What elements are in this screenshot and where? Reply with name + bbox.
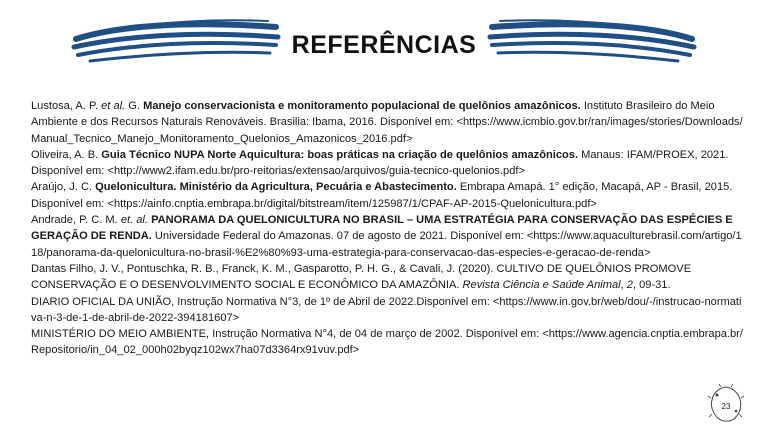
reference-authors: DIARIO OFICIAL DA UNIÃO, Instrução Normativa N°3, de 1º de Abril de 2022.Disponível em: bbox=[31, 295, 493, 308]
reference-title: Guia Técnico NUPA Norte Aquicultura: boas práticas na criação de quelônios amazônicos. bbox=[101, 148, 579, 161]
reference-url: <http://www2.ifam.edu.br/pro-reitorias/extensao/arquivos/guia-tecnico-quelonios.pdf> bbox=[107, 165, 525, 178]
reference-authors: Araújo, J. C. bbox=[31, 181, 96, 194]
reference-volume: 2 bbox=[626, 279, 633, 292]
reference-item bbox=[31, 294, 743, 327]
reference-authors: Andrade, P. C. M. bbox=[31, 214, 121, 227]
reference-url: <https://www.in.gov.br/web/dou/-/instrucao-normativa-n-3-de-1-de-abril-de-2022-394181607> bbox=[31, 295, 742, 324]
reference-url: <https://ainfo.cnptia.embrapa.br/digital/bitstream/item/125987/1/CPAF-AP-2015-Quelonicultura.pdf> bbox=[107, 197, 597, 210]
reference-url: <https://www.agencia.cnptia.embrapa.br/Repositorio/in_04_02_000h02byqz102wx7ha07d3364rx91vuv.pdf> bbox=[31, 328, 743, 357]
reference-authors: Dantas Filho, J. V., Pontuschka, R. B., Franck, K. M., Gasparotto, P. H. G., & Cavali, J. (2020). CULTIVO DE QUELÔNIOS PROMOVE CONSERVAÇÃO E O DESENVOLVIMENTO SOCIAL E ECONÔMICO DA AMAZÔNIA. bbox=[31, 262, 692, 292]
page-title: REFERÊNCIAS bbox=[291, 31, 477, 59]
reference-url: <https://www.icmbio.gov.br/ran/images/stories/Downloads/Manual_Tecnico_Manejo_Monitoramento_Quelonios_Amazonicos_2016.pdf> bbox=[31, 116, 743, 145]
reference-authors: Oliveira, A. B. bbox=[31, 148, 102, 161]
reference-etal: et al. bbox=[101, 100, 126, 112]
reference-item bbox=[31, 212, 743, 261]
reference-title: Manejo conservacionista e monitoramento populacional de quelônios amazônicos. bbox=[143, 100, 581, 112]
reference-etal: et. al. bbox=[120, 214, 148, 227]
reference-item bbox=[31, 147, 743, 180]
references-list bbox=[31, 98, 743, 359]
reference-details: Embrapa Amapá. 1° edição, Macapá, AP - Brasil, 2015. Disponível em: bbox=[31, 181, 733, 210]
reference-url: <https://www.aquaculturebrasil.com/artigo/118/panorama-da-quelonicultura-no-brasil-%E2%80%93-uma-estrategia-para-conservacao-das-especies-e-geracao-de-renda> bbox=[31, 230, 742, 259]
reference-item bbox=[31, 261, 743, 294]
reference-journal: Revista Ciência e Saúde Animal bbox=[462, 279, 621, 292]
reference-title: PANORAMA DA QUELONICULTURA NO BRASIL – UMA ESTRATÉGIA PARA CONSERVAÇÃO DAS ESPÉCIES E GERAÇÃO DE RENDA. bbox=[31, 214, 733, 243]
reference-pages: , 09-31. bbox=[632, 279, 671, 292]
reference-details: , bbox=[620, 279, 627, 292]
reference-title: Quelonicultura. Ministério da Agricultura, Pecuária e Abastecimento. bbox=[95, 181, 457, 194]
reference-authors-after: G. bbox=[125, 100, 144, 112]
reference-item bbox=[31, 326, 743, 359]
reference-details: Manaus: IFAM/PROEX, 2021. Disponível em: bbox=[31, 148, 729, 178]
reference-details: Universidade Federal do Amazonas. 07 de agosto de 2021. Disponível em: bbox=[151, 230, 527, 243]
reference-authors: MINISTÉRIO DO MEIO AMBIENTE, Instrução Normativa N°4, de 04 de março de 2002. Disponível em: bbox=[31, 328, 543, 341]
reference-details: Instituto Brasileiro do Meio Ambiente e dos Recursos Naturais Renováveis. Brasilia: Ibama, 2016. Disponível em: bbox=[31, 100, 715, 129]
reference-item bbox=[31, 98, 743, 147]
page-number: 23 bbox=[721, 402, 731, 411]
reference-authors: Lustosa, A. P. bbox=[31, 100, 99, 112]
wave-ornament-right-icon bbox=[486, 15, 698, 69]
reference-item bbox=[31, 179, 743, 212]
